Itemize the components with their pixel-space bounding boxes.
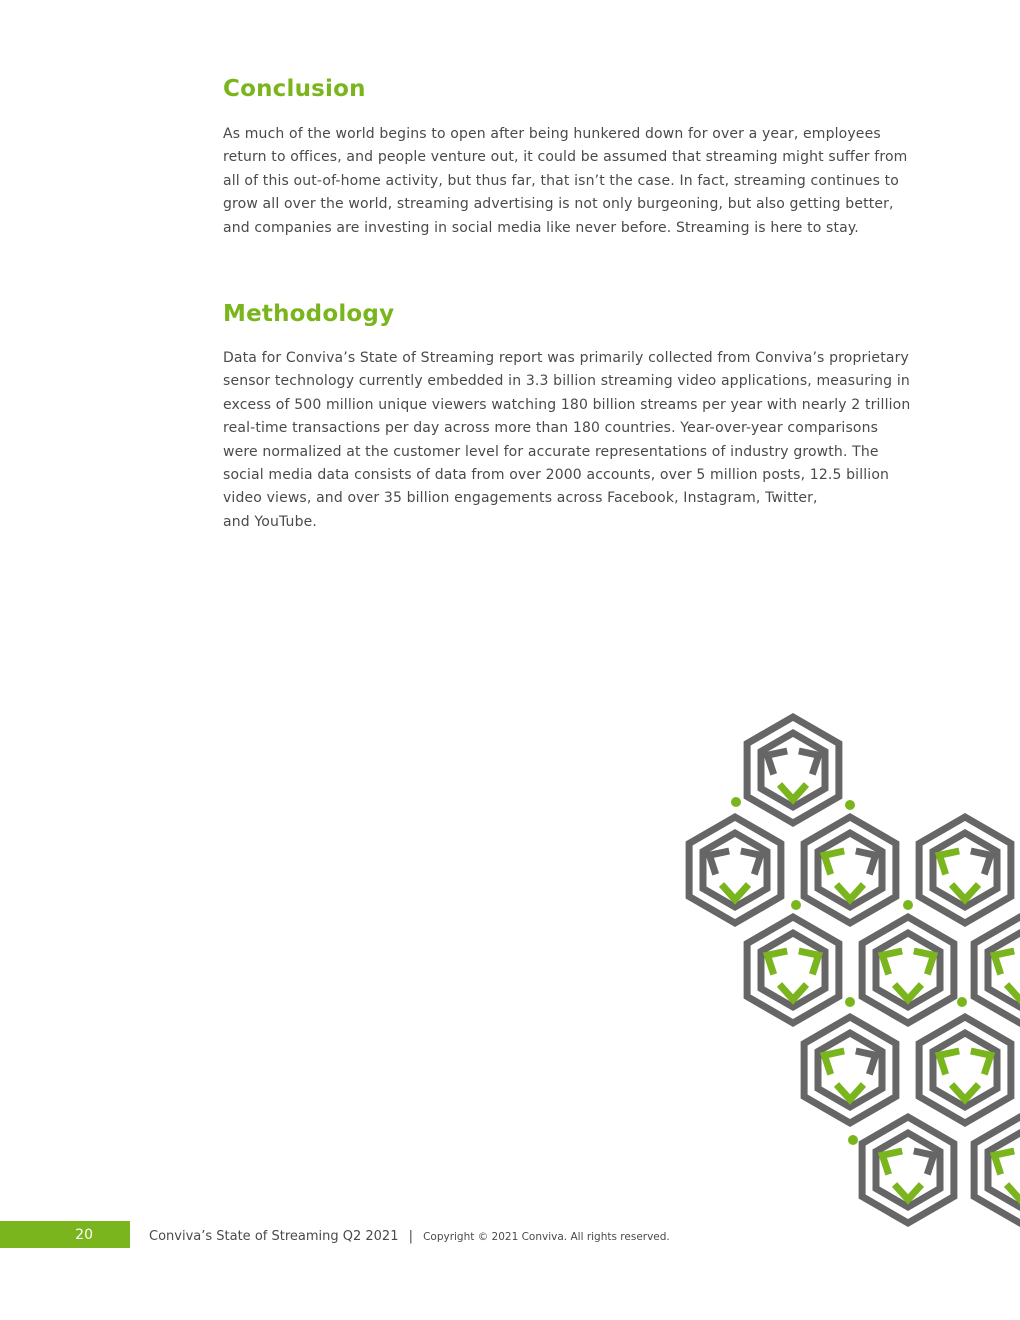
footer-report-title: Conviva’s State of Streaming Q2 2021 [149, 1229, 399, 1244]
pattern-chevron [994, 1151, 1014, 1174]
pattern-chevron [939, 1051, 959, 1074]
pattern-dot [848, 1135, 858, 1145]
page-number-badge [0, 1221, 130, 1248]
pattern-dot [791, 900, 801, 910]
methodology-heading: Methodology [223, 301, 395, 327]
pattern-chevron [767, 951, 787, 974]
pattern-dot [845, 800, 855, 810]
pattern-chevron [895, 985, 922, 1000]
pattern-chevron [856, 851, 876, 874]
conclusion-heading: Conclusion [223, 76, 366, 102]
pattern-chevron [824, 851, 844, 874]
pattern-dot [731, 797, 741, 807]
paragraph-line: video views, and over 35 billion engagements across Facebook, Instagram, Twitter, [223, 490, 818, 507]
footer-separator: | [408, 1229, 413, 1244]
pattern-chevron [971, 851, 991, 874]
paragraph-line: As much of the world begins to open after being hunkered down for over a year, employees [223, 126, 881, 142]
conclusion-paragraph [223, 123, 945, 240]
pattern-chevron [709, 851, 729, 874]
footer [149, 1225, 670, 1244]
pattern-chevron [824, 1051, 844, 1074]
paragraph-line: were normalized at the customer level for accurate representations of industry growth. The [223, 443, 879, 460]
paragraph-line: return to offices, and people venture out, it could be assumed that streaming might suffer from [223, 149, 908, 166]
pattern-chevron [895, 1185, 922, 1200]
pattern-dot [903, 900, 913, 910]
pattern-dot [845, 997, 855, 1007]
pattern-chevron [939, 851, 959, 874]
pattern-chevron [952, 885, 979, 900]
pattern-chevron [780, 985, 807, 1000]
pattern-dot [957, 997, 967, 1007]
pattern-chevron [994, 951, 1014, 974]
conclusion-section [223, 76, 945, 240]
methodology-section [223, 301, 945, 534]
pattern-chevron [952, 1085, 979, 1100]
pattern-chevron [799, 951, 819, 974]
page-number: 20 [75, 1226, 93, 1243]
pattern-chevron [971, 1051, 991, 1074]
paragraph-line: Data for Conviva’s State of Streaming report was primarily collected from Conviva’s proprietary [223, 350, 909, 366]
paragraph-line: social media data consists of data from over 2000 accounts, over 5 million posts, 12.5 billion [223, 467, 890, 484]
pattern-chevron [837, 1085, 864, 1100]
paragraph-line: and YouTube. [223, 513, 317, 530]
pattern-chevron [741, 851, 761, 874]
pattern-chevron [914, 951, 934, 974]
pattern-chevron [856, 1051, 876, 1074]
paragraph-line: sensor technology currently embedded in 3.3 billion streaming video applications, measuring in [223, 373, 910, 390]
pattern-chevron [722, 885, 749, 900]
paragraph-line: and companies are investing in social media like never before. Streaming is here to stay. [223, 219, 859, 236]
pattern-chevron [882, 1151, 902, 1174]
pattern-chevron [914, 1151, 934, 1174]
paragraph-line: excess of 500 million unique viewers watching 180 billion streams per year with nearly 2 trillion [223, 396, 911, 413]
pattern-chevron [837, 885, 864, 900]
paragraph-line: grow all over the world, streaming advertising is not only burgeoning, but also getting better, [223, 196, 894, 213]
paragraph-line: all of this out-of-home activity, but thus far, that isn’t the case. In fact, streaming continues to [223, 172, 899, 189]
pattern-chevron [767, 751, 787, 774]
pattern-chevron [882, 951, 902, 974]
hexagon-cube-pattern-icon [670, 700, 1020, 1240]
paragraph-line: real-time transactions per day across more than 180 countries. Year-over-year comparisons [223, 420, 879, 437]
footer-copyright: Copyright © 2021 Conviva. All rights reserved. [423, 1231, 670, 1243]
pattern-chevron [799, 751, 819, 774]
pattern-chevron [780, 785, 807, 800]
methodology-paragraph [223, 347, 945, 534]
